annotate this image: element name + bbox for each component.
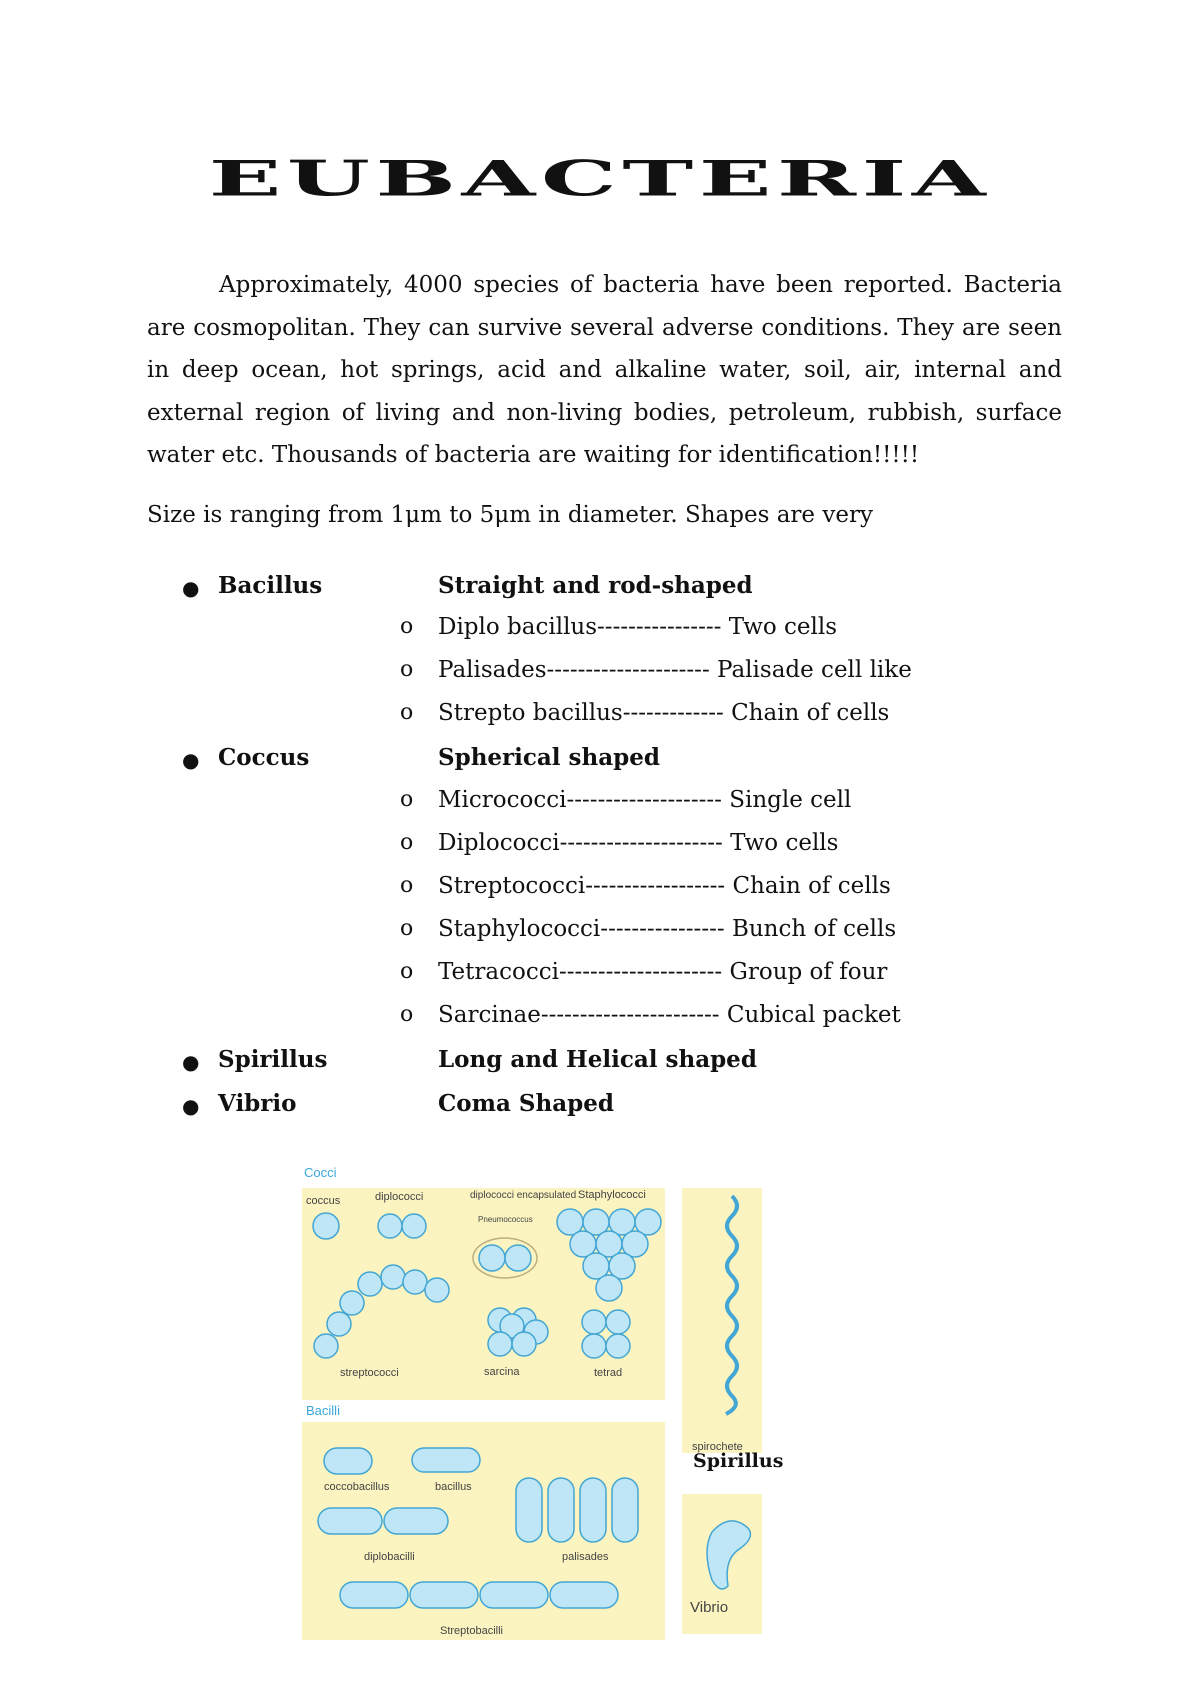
label-streptococci: streptococci [340, 1367, 399, 1379]
label-tetrad: tetrad [594, 1367, 623, 1379]
sub-item: Diplo bacillus---------------- Two cells [438, 614, 838, 640]
label-staphylococci: Staphylococci [578, 1189, 646, 1201]
shape-desc-coccus: Spherical shaped [438, 744, 660, 771]
sub-bullet-icon: o [400, 787, 414, 812]
sub-item: Staphylococci---------------- Bunch of cells [438, 916, 897, 942]
label-diplobacilli: diplobacilli [364, 1551, 415, 1563]
sub-item: Streptococci------------------ Chain of cells [438, 873, 891, 899]
bullet-icon: ● [182, 1094, 200, 1118]
label-coccus: coccus [306, 1195, 341, 1207]
coccobacillus-cell [324, 1448, 372, 1474]
sub-bullet-icon: o [400, 959, 414, 984]
label-spirochete: spirochete [692, 1441, 743, 1453]
sub-item: Micrococci-------------------- Single cell [438, 787, 852, 813]
label-pneumococcus: Pneumococcus [478, 1215, 533, 1224]
sub-item: Diplococci--------------------- Two cells [438, 830, 839, 856]
sub-item: Tetracocci--------------------- Group of four [438, 959, 888, 985]
diplococcus-cell [505, 1245, 531, 1271]
sub-item: Strepto bacillus------------- Chain of cells [438, 700, 890, 726]
sub-bullet-icon: o [400, 830, 414, 855]
bullet-icon: ● [182, 576, 200, 600]
label-sarcina: sarcina [484, 1366, 520, 1378]
bacillus-cell [412, 1448, 480, 1472]
sub-item: Palisades--------------------- Palisade cell like [438, 657, 912, 683]
label-diplococci-encapsulated: diplococci encapsulated [470, 1190, 577, 1201]
sub-bullet-icon: o [400, 873, 414, 898]
sub-bullet-icon: o [400, 700, 414, 725]
cocci-heading: Cocci [304, 1165, 337, 1180]
sub-bullet-icon: o [400, 1002, 414, 1027]
diplobacillus-cell [318, 1508, 382, 1534]
diplococcus-cell [402, 1214, 426, 1238]
shape-desc-bacillus: Straight and rod-shaped [438, 572, 753, 599]
label-streptobacilli: Streptobacilli [440, 1625, 503, 1637]
shape-name-spirillus: Spirillus [218, 1046, 328, 1073]
label-bacillus: bacillus [435, 1481, 472, 1493]
spirochete-panel [682, 1188, 762, 1453]
diplobacillus-cell [384, 1508, 448, 1534]
shape-desc-spirillus: Long and Helical shaped [438, 1046, 757, 1073]
spirillus-caption: Spirillus [693, 1450, 784, 1472]
shape-name-coccus: Coccus [218, 744, 310, 771]
size-line: Size is ranging from 1μm to 5μm in diameter. Shapes are very [147, 502, 873, 528]
label-diplococci: diplococci [375, 1191, 424, 1203]
label-coccobacillus: coccobacillus [324, 1481, 390, 1493]
label-vibrio: Vibrio [690, 1599, 729, 1616]
sub-bullet-icon: o [400, 614, 414, 639]
diplococcus-cell [479, 1245, 505, 1271]
bacilli-heading: Bacilli [306, 1403, 340, 1418]
shape-name-bacillus: Bacillus [218, 572, 323, 599]
sub-bullet-icon: o [400, 657, 414, 682]
bullet-icon: ● [182, 1050, 200, 1074]
diplococcus-cell [378, 1214, 402, 1238]
shape-desc-vibrio: Coma Shaped [438, 1090, 614, 1117]
intro-paragraph: Approximately, 4000 species of bacteria have been reported. Bacteria are cosmopolitan. They can survive several adverse conditions. They are seen in deep ocean, hot springs, acid and alkaline water, soil, air, internal and external region of living and non-living bodies, petroleum, rubbish, surface water etc. Thousands of bacteria are waiting for identification!!!!! [147, 272, 1062, 468]
page-title: EUBACTERIA [208, 150, 992, 208]
coccus-cell [313, 1213, 339, 1239]
sub-bullet-icon: o [400, 916, 414, 941]
shape-name-vibrio: Vibrio [218, 1090, 297, 1117]
label-palisades: palisades [562, 1551, 609, 1563]
bullet-icon: ● [182, 748, 200, 772]
sub-item: Sarcinae----------------------- Cubical packet [438, 1002, 901, 1028]
bacteria-shapes-figure [300, 1160, 770, 1640]
